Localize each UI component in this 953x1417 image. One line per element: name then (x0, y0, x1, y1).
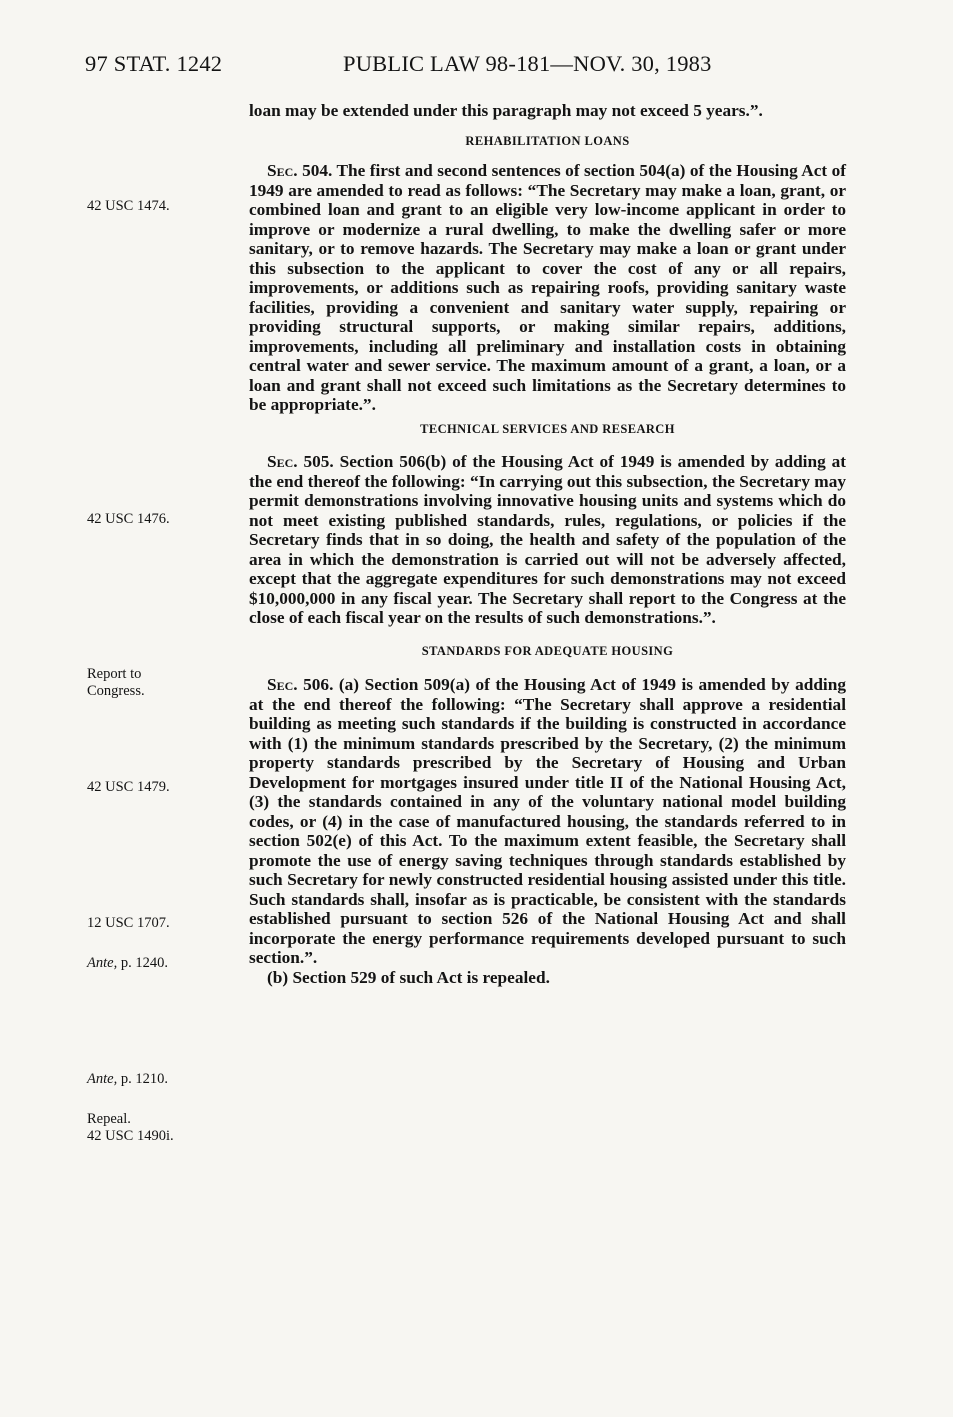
section-506-text: 506. (a) Section 509(a) of the Housing Act of 1949 is amended by adding at the end thereof the following: “The Secretary shall approve a residential building as meeting such standards if the building is constructed in accordance with (1) the minimum standards prescribed by the Secretary, (2) the minimum property standards prescribed by the Secretary of Housing and Urban Development for mortgages insured under title II of the National Housing Act, (3) the standards contained in any of the voluntary national model building codes, or (4) in the case of manufactured housing, the standards referred to in section 502(e) of this Act. To the maximum extent feasible, the Secretary shall promote the use of energy saving techniques through standards established by such Secretary for newly constructed residential housing assisted under this title. Such standards shall, insofar as is practicable, be consistent with the standards established pursuant to section 526 of the National Housing Act and shall incorporate the energy performance requirements developed pursuant to such section.”. (249, 675, 846, 967)
section-506 (249, 675, 846, 968)
heading-technical-services: TECHNICAL SERVICES AND RESEARCH (420, 421, 675, 436)
margin-note-repeal (87, 1111, 237, 1145)
margin-note-ante-1240 (87, 955, 237, 972)
main-text (249, 101, 846, 987)
section-504 (249, 161, 846, 415)
sec-label: Sec. (267, 161, 298, 180)
margin-note-line: Congress. (87, 683, 145, 699)
sec-label: Sec. (267, 675, 298, 694)
section-505-text: 505. Section 506(b) of the Housing Act of 1949 is amended by adding at the end thereof the following: “In carrying out this subsection, the Secretary may permit demonstrations involving innovative housing units and systems which do not meet existing published standards, rules, regulations, or policies if the Secretary finds that in so doing, the health and safety of the population of the area in which the demonstration is carried out will not be adversely affected, except that the aggregate expenditures for such demonstrations may not exceed $10,000,000 in any fiscal year. The Secretary shall report to the Congress at the close of each fiscal year on the results of such demonstrations.”. (249, 452, 846, 627)
margin-note-line: 42 USC 1490i. (87, 1128, 174, 1144)
heading-rehabilitation-loans: REHABILITATION LOANS (465, 133, 630, 148)
ante-italic: Ante, (87, 1071, 118, 1087)
sec-label: Sec. (267, 452, 298, 471)
statute-citation: 97 STAT. 1242 (85, 51, 223, 76)
margin-note-line: Report to (87, 666, 142, 682)
margin-note-ante-1210 (87, 1071, 237, 1088)
public-law-title: PUBLIC LAW 98-181—NOV. 30, 1983 (343, 51, 712, 76)
section-506-b: (b) Section 529 of such Act is repealed. (267, 967, 550, 987)
margin-note-42-usc-1479: 42 USC 1479. (87, 779, 170, 795)
page-ref: p. 1240. (117, 955, 168, 971)
ante-italic: Ante, (87, 955, 118, 971)
section-504-text: 504. The first and second sentences of section 504(a) of the Housing Act of 1949 are amended to read as follows: “The Secretary may make a loan, grant, or combined loan and grant to an eligible very low-income applicant in order to improve or modernize a rural dwelling, to make the dwelling safer or more sanitary, or to remove hazards. The Secretary may make a loan or grant under this subsection to the applicant to cover the cost of any or all repairs, improvements, or additions such as repairing roofs, providing sanitary waste facilities, providing a convenient and sanitary water supply, repairing or providing structural supports, or making similar repairs, additions, improvements, including all preliminary and installation costs in obtaining central water and sewer service. The maximum amount of a grant, a loan, or a loan and grant shall not exceed such limitations as the Secretary determines to be appropriate.”. (249, 161, 846, 414)
page-ref: p. 1210. (117, 1071, 168, 1087)
margin-note-42-usc-1474: 42 USC 1474. (87, 198, 170, 214)
margin-note-report-to-congress (87, 666, 237, 700)
margin-note-42-usc-1476: 42 USC 1476. (87, 511, 170, 527)
margin-note-line: Repeal. (87, 1111, 131, 1127)
heading-standards-adequate-housing: STANDARDS FOR ADEQUATE HOUSING (421, 643, 674, 658)
section-505 (249, 452, 846, 628)
continuation-paragraph: loan may be extended under this paragraph may not exceed 5 years.”. (249, 101, 763, 120)
margin-note-12-usc-1707: 12 USC 1707. (87, 915, 170, 931)
